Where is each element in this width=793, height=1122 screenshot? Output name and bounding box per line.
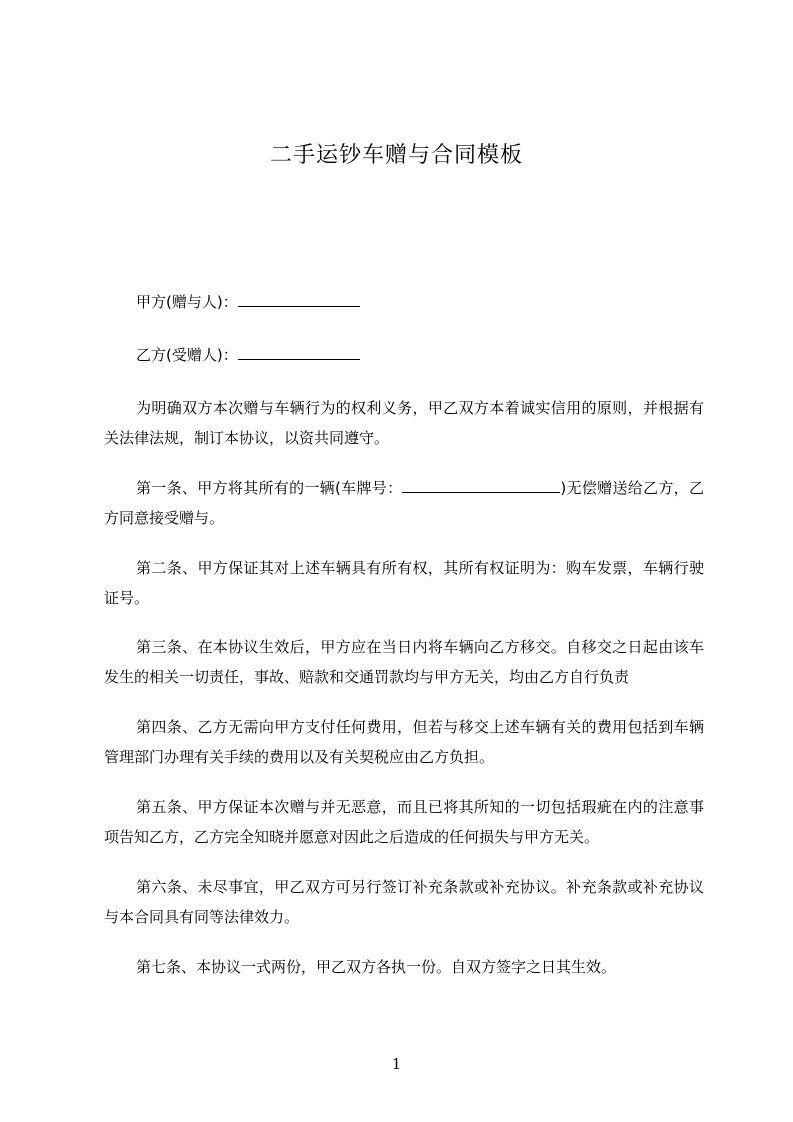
article-2-paragraph: 第二条、甲方保证其对上述车辆具有所有权，其所有权证明为：购车发票，车辆行驶证号。 — [104, 559, 704, 607]
article-1-text-before: 第一条、甲方将其所有的一辆(车牌号： — [136, 479, 403, 497]
article-5-paragraph: 第五条、甲方保证本次赠与并无恶意，而且已将其所知的一切包括瑕疵在内的注意事项告知乙方，乙方完全知晓并愿意对因此之后造成的任何损失与甲方无关。 — [104, 798, 704, 846]
article-3-paragraph: 第三条、在本协议生效后，甲方应在当日内将车辆向乙方移交。自移交之日起由该车发生的相关一切责任，事故、赔款和交通罚款均与甲方无关，均由乙方自行负责 — [104, 638, 704, 686]
page-number: 1 — [391, 1055, 402, 1073]
article-7-paragraph: 第七条、本协议一式两份，甲乙双方各执一份。自双方签字之日其生效。 — [136, 958, 617, 976]
article-1-text-after: )无偿赠送给乙方，乙方同意接受赠与。 — [104, 479, 704, 527]
article-4-paragraph: 第四条、乙方无需向甲方支付任何费用，但若与移交上述车辆有关的费用包括到车辆管理部门办理有关手续的费用以及有关契税应由乙方负担。 — [104, 718, 704, 766]
party-a-line — [104, 287, 704, 317]
party-a-blank — [238, 289, 360, 307]
party-b-blank — [238, 342, 360, 360]
party-a-label: 甲方(赠与人)： — [136, 293, 238, 311]
party-b-label: 乙方(受赠人)： — [136, 346, 238, 364]
plate-number-blank — [402, 475, 560, 493]
article-6-paragraph: 第六条、未尽事宜，甲乙双方可另行签订补充条款或补充协议。补充条款或补充协议与本合同具有同等法律效力。 — [104, 878, 704, 926]
preamble-paragraph: 为明确双方本次赠与车辆行为的权利义务，甲乙双方本着诚实信用的原则，并根据有关法律法规，制订本协议，以资共同遵守。 — [104, 399, 704, 447]
article-1-paragraph — [104, 473, 704, 533]
party-b-line — [104, 340, 704, 370]
document-title: 二手运钞车赠与合同模板 — [269, 143, 523, 168]
